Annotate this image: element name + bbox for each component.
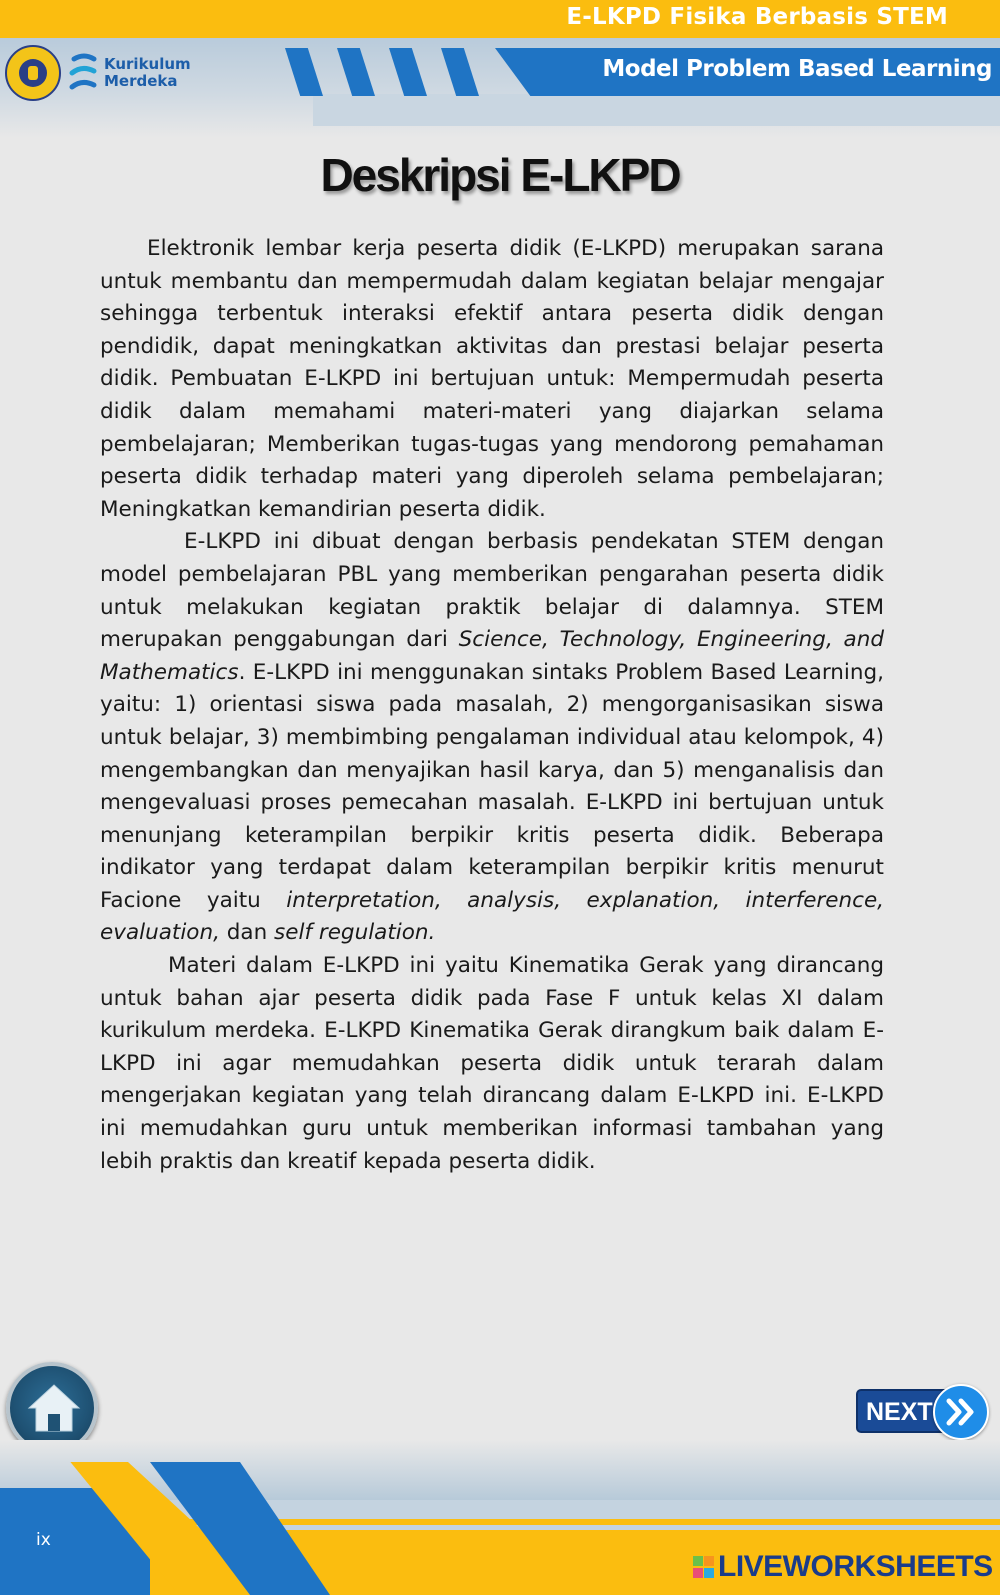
page-number: ix [36,1530,51,1550]
next-arrow-button[interactable] [933,1384,989,1440]
banner-text: Model Problem Based Learning [602,56,992,82]
home-icon [27,1382,81,1434]
next-label: NEXT [866,1398,933,1426]
page-title: Deskripsi E-LKPD [320,149,680,201]
kurikulum-merdeka-text [104,56,191,90]
double-chevron-right-icon [945,1397,977,1427]
paragraph-1: Elektronik lembar kerja peserta didik (E-LKPD) merupakan sarana untuk membantu dan mempermudah dalam kegiatan belajar mengajar sehingga terbentuk interaksi efektif antara peserta didik dengan pendidik, dapat meningkatkan aktivitas dan prestasi belajar peserta didik. Pembuatan E-LKPD ini bertujuan untuk: Mempermudah peserta didik dalam memahami materi-materi yang diajarkan selama pembelajaran; Memberikan tugas-tugas yang mendorong pemahaman peserta didik terhadap materi yang diperoleh selama pembelajaran; Meningkatkan kemandirian peserta didik. [100,236,884,522]
description-body [100,233,884,1178]
kurikulum-line1: Kurikulum [104,55,191,73]
liveworksheets-brand: LIVEWORKSHEETS [718,1550,993,1583]
header-title: E-LKPD Fisika Berbasis STEM [566,4,948,30]
liveworksheets-icon [693,1556,715,1580]
paragraph-3: Materi dalam E-LKPD ini yaitu Kinematika Gerak yang dirancang untuk bahan ajar peserta didik pada Fase F untuk kelas XI dalam kurikulum merdeka. E-LKPD Kinematika Gerak dirangkum baik dalam E-LKPD ini agar memudahkan peserta didik untuk terarah dalam mengerjakan kegiatan yang telah dirancang dalam E-LKPD ini. E-LKPD ini memudahkan guru untuk memberikan informasi tambahan yang lebih praktis dan kreatif kepada peserta didik. [100,953,884,1174]
university-seal-icon [5,45,61,101]
header-rect [313,94,1000,126]
paragraph-2: E-LKPD ini dibuat dengan berbasis pendekatan STEM dengan model pembelajaran PBL yang memberikan pengarahan peserta didik untuk melakukan kegiatan praktik belajar di dalamnya. STEM merupakan penggabungan dari Science, Technology, Engineering, and Mathematics. E-LKPD ini menggunakan sintaks Problem Based Learning, yaitu: 1) orientasi siswa pada masalah, 2) mengorganisasikan siswa untuk belajar, 3) membimbing pengalaman individual atau kelompok, 4) mengembangkan dan menyajikan hasil karya, dan 5) menganalisis dan mengevaluasi proses pemecahan masalah. E-LKPD ini bertujuan untuk menunjang keterampilan berpikir kritis peserta didik. Beberapa indikator yang terdapat dalam keterampilan berpikir kritis menurut Facione yaitu interpretation, analysis, explanation, interference, evaluation, dan self regulation. [100,529,885,946]
kurikulum-merdeka-icon [68,53,100,93]
kurikulum-line2: Merdeka [104,72,178,90]
